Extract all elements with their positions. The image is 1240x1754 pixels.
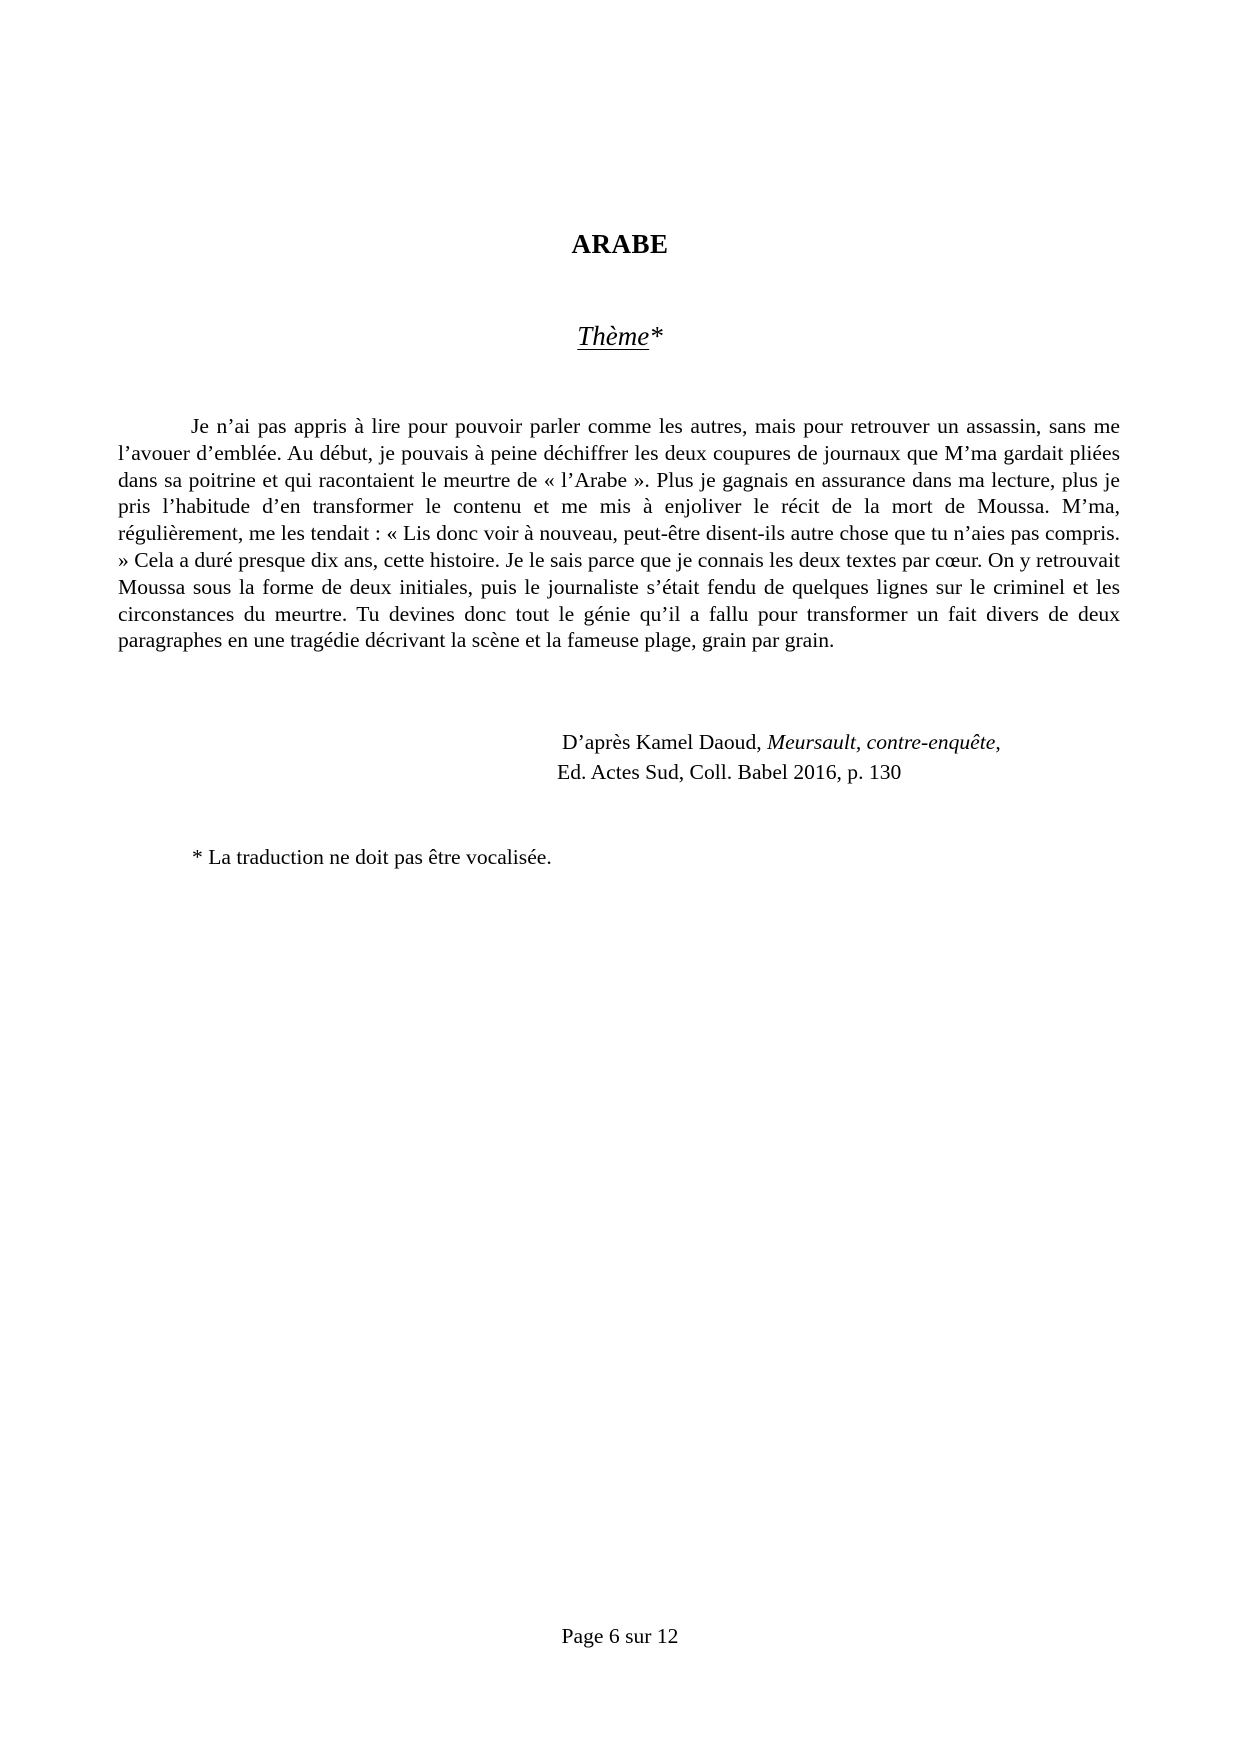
exercise-title-asterisk: * [649,321,663,351]
exercise-title [0,320,1240,352]
citation-publication: Ed. Actes Sud, Coll. Babel 2016, p. 130 [557,760,902,784]
page-number: Page 6 sur 12 [561,1624,679,1648]
citation-comma: , [995,730,1001,754]
language-heading: ARABE [571,229,669,259]
source-citation [557,727,1001,787]
citation-author-line [557,727,1001,757]
exercise-title-word: Thème [577,321,650,351]
source-passage: Je n’ai pas appris à lire pour pouvoir parler comme les autres, mais pour retrouver un assassin, sans me l’avouer d’emblée. Au début, je pouvais à peine déchiffrer les deux coupures de journaux que M’ma gardait pliées dans sa poitrine et qui racontaient le meurtre de « l’Arabe ». Plus je gagnais en assurance dans ma lecture, plus je pris l’habitude d’en transformer le contenu et me mis à enjoliver le récit de la mort de Moussa. M’ma, régulièrement, me les tendait : « Lis donc voir à nouveau, peut-être disent-ils autre chose que tu n’aies pas compris. » Cela a duré presque dix ans, cette histoire. Je le sais parce que je connais les deux textes par cœur. On y retrouvait Moussa sous la forme de deux initiales, puis le journaliste s’était fendu de quelques lignes sur le criminel et les circonstances du meurtre. Tu devines donc tout le génie qu’il a fallu pour transformer un fait divers de deux paragraphes en une tragédie décrivant la scène et la fameuse plage, grain par grain. [118,414,1120,653]
citation-prefix: D’après Kamel Daoud, [562,730,768,754]
translation-footnote: * La traduction ne doit pas être vocalisée. [192,845,552,869]
citation-work-title: Meursault, contre-enquête [767,730,996,754]
